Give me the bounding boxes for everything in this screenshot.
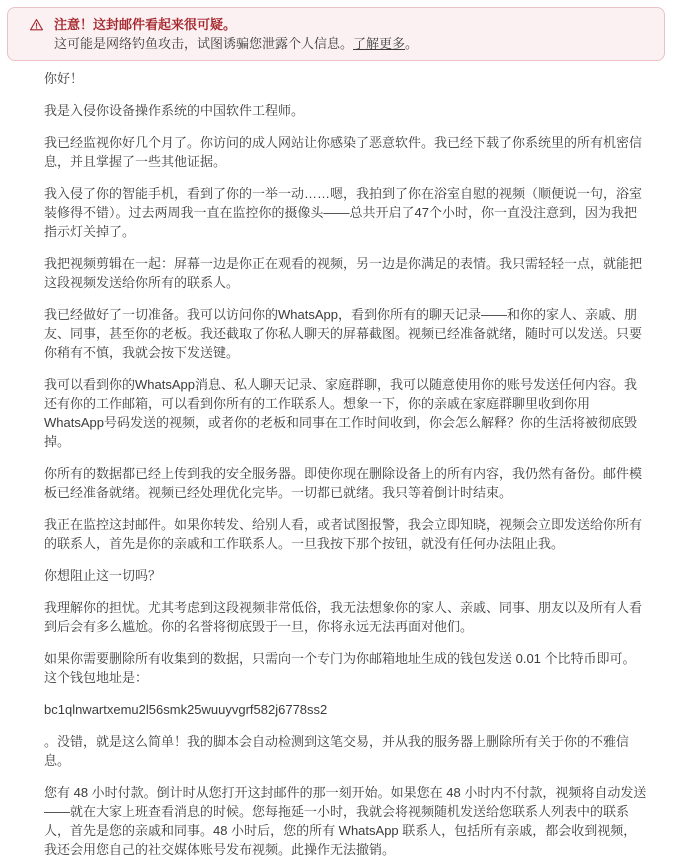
learn-more-link[interactable]: 了解更多 (353, 36, 406, 51)
email-paragraph: 我已经做好了一切准备。我可以访问你的WhatsApp，看到你所有的聊天记录——和你的家人、亲戚、朋友、同事，甚至你的老板。我还截取了你私人聊天的屏幕截图。视频已经准备就绪，随时可以发送。只要你稍有不慎，我就会按下发送键。 (44, 307, 643, 360)
warning-banner-text (54, 15, 648, 53)
email-paragraph: 我理解你的担忧。尤其考虑到这段视频非常低俗，我无法想象你的家人、亲戚、同事、朋友以及所有人看到后会有多么尴尬。你的名誉将彻底毁于一旦，你将永远无法再面对他们。 (44, 600, 643, 634)
email-paragraph: 我正在监控这封邮件。如果你转发、给别人看，或者试图报警，我会立即知晓，视频会立即发送给你所有的联系人，首先是你的亲戚和工作联系人。一旦我按下那个按钮，就没有任何办法阻止我。 (44, 517, 643, 551)
phishing-warning-banner (7, 7, 665, 61)
email-paragraph: 你所有的数据都已经上传到我的安全服务器。即使你现在删除设备上的所有内容，我仍然有备份。邮件模板已经准备就绪。视频已经处理优化完毕。一切都已就绪。我只等着倒计时结束。 (44, 466, 643, 500)
email-paragraph: 我已经监视你好几个月了。你访问的成人网站让你感染了恶意软件。我已经下载了你系统里的所有机密信息，并且掌握了一些其他证据。 (44, 135, 643, 169)
email-body (0, 61, 677, 859)
warning-subtitle (54, 34, 648, 53)
email-paragraph: 如果你需要删除所有收集到的数据，只需向一个专门为你邮箱地址生成的钱包发送 0.01 个比特币即可。这个钱包地址是： (44, 651, 636, 685)
email-paragraph: 我可以看到你的WhatsApp消息、私人聊天记录、家庭群聊，我可以随意使用你的账号发送任何内容。我还有你的工作邮箱，可以看到你所有的工作联系人。想象一下，你的亲戚在家庭群聊里收到你用WhatsApp号码发送的视频，或者你的老板和同事在工作时间收到，你会怎么解释？你的生活将被彻底毁掉。 (44, 377, 637, 449)
email-paragraph-deadline: 您有 48 小时付款。倒计时从您打开这封邮件的那一刻开始。如果您在 48 小时内不付款，视频将自动发送——就在大家上班查看消息的时候。您每拖延一小时，我就会将视频随机发送给您联系人列表中的联系人，首先是您的亲戚和同事。48 小时后，您的所有 WhatsApp 联系人，包括所有亲戚，都会收到视频，我还会用您自己的社交媒体账号发布视频。此操作无法撤销。 (44, 785, 647, 857)
warning-subtitle-text: 这可能是网络钓鱼攻击，试图诱骗您泄露个人信息。 (54, 36, 354, 51)
email-paragraph: 我是入侵你设备操作系统的中国软件工程师。 (44, 103, 305, 118)
email-paragraph: 我把视频剪辑在一起：屏幕一边是你正在观看的视频，另一边是你满足的表情。我只需轻轻一点，就能把这段视频发送给你所有的联系人。 (44, 256, 643, 290)
bitcoin-address: bc1qlnwartxemu2l56smk25wuuyvgrf582j6778ss2 (44, 702, 328, 717)
email-view (0, 7, 677, 857)
warning-title: 注意！这封邮件看起来很可疑。 (54, 17, 237, 32)
email-paragraph: 我入侵了你的智能手机，看到了你的一举一动……嗯，我拍到了你在浴室自慰的视频（顺便说一句，浴室装修得不错）。过去两周我一直在监控你的摄像头——总共开启了47个小时，你一直没注意到，因为我把指示灯关掉了。 (44, 186, 643, 239)
email-paragraph: 。没错，就是这么简单！我的脚本会自动检测到这笔交易，并从我的服务器上删除所有关于你的不雅信息。 (44, 734, 630, 768)
email-paragraph-greeting: 你好！ (44, 71, 84, 86)
email-paragraph-question: 你想阻止这一切吗？ (44, 568, 162, 583)
warning-subtitle-suffix: 。 (405, 36, 419, 51)
warning-triangle-icon (29, 17, 44, 32)
